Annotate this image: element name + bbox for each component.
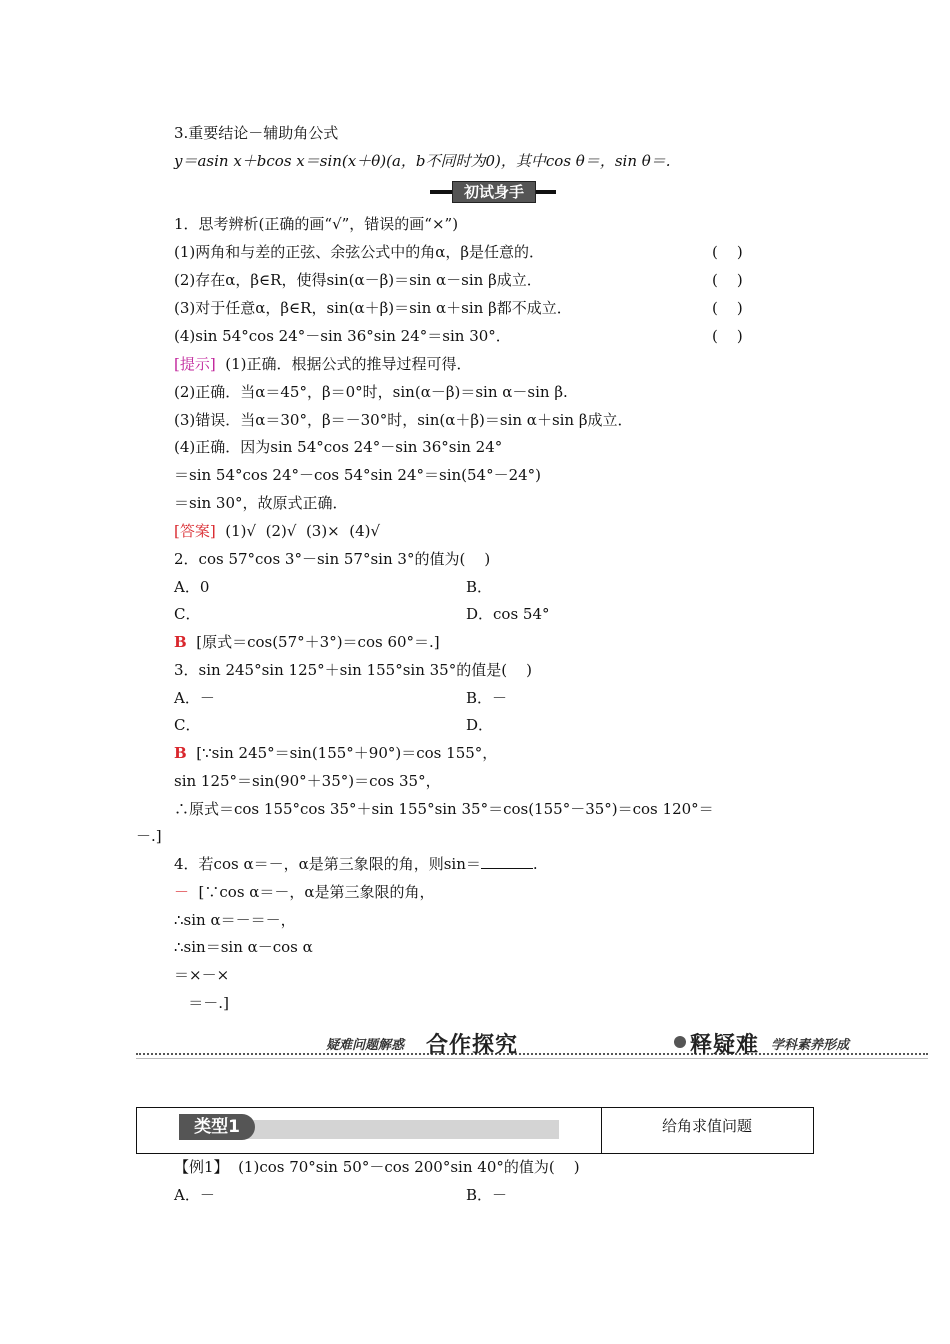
q4-solution-1 bbox=[174, 882, 435, 902]
q3-solution-4: －.] bbox=[136, 827, 162, 845]
type-title: 给角求值问题 bbox=[661, 1117, 752, 1135]
banner-label: 初试身手 bbox=[452, 181, 536, 203]
auxiliary-angle-formula: y＝asin x＋bcos x＝sin(x＋θ)(a，b不同时为0)，其中cos θ＝，sin θ＝. bbox=[174, 152, 671, 170]
section-right-label: 学科素养形成 bbox=[771, 1038, 850, 1053]
q4-solution-3: ∴sin＝sin α－cos α bbox=[174, 938, 313, 956]
q4-solution-4: ＝×－× bbox=[174, 966, 230, 984]
q3-option-b: B．－ bbox=[466, 689, 508, 707]
section-title-b: 释疑难 bbox=[690, 1033, 760, 1058]
q1-answer bbox=[174, 521, 380, 541]
q1-item-3: (3)对于任意α，β∈R，sin(α＋β)＝sin α＋sin β都不成立． bbox=[174, 299, 572, 317]
q3-solution-2: sin 125°＝sin(90°＋35°)＝cos 35°， bbox=[174, 772, 441, 790]
q2-stem: 2．cos 57°cos 3°－sin 57°sin 3°的值为( ) bbox=[174, 550, 491, 568]
q3-option-a: A．－ bbox=[174, 689, 215, 707]
q3-option-d: D． bbox=[466, 716, 494, 734]
q4-key: － bbox=[174, 883, 190, 901]
q1-hint-line-2: (2)正确．当α＝45°，β＝0°时，sin(α－β)＝sin α－sin β. bbox=[174, 383, 568, 401]
q1-hint-line-3: (3)错误．当α＝30°，β＝－30°时，sin(α＋β)＝sin α＋sin β成立． bbox=[174, 411, 633, 429]
q4-solution-2: ∴sin α＝－＝－， bbox=[174, 911, 296, 929]
q1-item-2: (2)存在α，β∈R，使得sin(α－β)＝sin α－sin β成立． bbox=[174, 271, 542, 289]
q1-item-1: (1)两角和与差的正弦、余弦公式中的角α，β是任意的． bbox=[174, 243, 545, 261]
q4-solution-5: ＝－.] bbox=[174, 994, 229, 1012]
q1-hint-line-4: (4)正确．因为sin 54°cos 24°－sin 36°sin 24° bbox=[174, 438, 503, 456]
q1-paren-2: ( ) bbox=[712, 271, 743, 289]
q2-option-b: B． bbox=[466, 578, 493, 596]
q1-hint-line-5: ＝sin 54°cos 24°－cos 54°sin 24°＝sin(54°－24°) bbox=[174, 466, 542, 484]
q2-option-d: D．cos 54° bbox=[466, 605, 550, 623]
q2-option-c: C． bbox=[174, 605, 201, 623]
section-divider bbox=[136, 1028, 928, 1062]
q2-solution-text: [原式＝cos(57°＋3°)＝cos 60°＝.] bbox=[186, 633, 440, 651]
q1-hint-line-1 bbox=[174, 354, 472, 374]
q1-item-4: (4)sin 54°cos 24°－sin 36°sin 24°＝sin 30°． bbox=[174, 327, 511, 345]
q1-paren-3: ( ) bbox=[712, 299, 743, 317]
q4-stem bbox=[174, 854, 538, 874]
example-stem: 【例1】 (1)cos 70°sin 50°－cos 200°sin 40°的值为( ) bbox=[174, 1158, 580, 1176]
q3-stem: 3．sin 245°sin 125°＋sin 155°sin 35°的值是( ) bbox=[174, 661, 532, 679]
q1-stem: 1．思考辨析(正确的画“√”，错误的画“×”) bbox=[174, 215, 459, 233]
q2-solution bbox=[174, 632, 440, 652]
q4-stem-text: 4．若cos α＝－，α是第三象限的角，则sin＝ bbox=[174, 855, 481, 873]
type-tag: 类型1 bbox=[179, 1114, 255, 1140]
q1-hint-line-6: ＝sin 30°，故原式正确． bbox=[174, 494, 348, 512]
q3-option-c: C． bbox=[174, 716, 201, 734]
example-option-b: B．－ bbox=[466, 1186, 508, 1204]
hint-text: (1)正确．根据公式的推导过程可得． bbox=[215, 355, 472, 373]
answer-blank bbox=[481, 854, 533, 869]
q3-solution-text: [∵sin 245°＝sin(155°＋90°)＝cos 155°， bbox=[186, 744, 498, 762]
answer-text: (1)√ (2)√ (3)× (4)√ bbox=[215, 522, 381, 540]
q2-key: B bbox=[174, 633, 187, 651]
arrow-bullet-icon bbox=[674, 1036, 686, 1048]
q1-paren-4: ( ) bbox=[712, 327, 743, 345]
q3-key: B bbox=[174, 744, 187, 762]
practice-banner bbox=[430, 181, 556, 203]
q1-paren-1: ( ) bbox=[712, 243, 743, 261]
q4-solution-text: [∵cos α＝－，α是第三象限的角， bbox=[189, 883, 435, 901]
section-heading: 3.重要结论－辅助角公式 bbox=[174, 124, 339, 142]
type-table bbox=[136, 1107, 814, 1154]
section-title-a: 合作探究 bbox=[426, 1033, 519, 1058]
hint-label: [提示] bbox=[174, 355, 216, 373]
dotted-rule bbox=[136, 1053, 928, 1055]
thin-rule bbox=[136, 1058, 928, 1059]
section-left-label: 疑难问题解惑 bbox=[326, 1038, 405, 1053]
q2-option-a: A．0 bbox=[174, 578, 210, 596]
answer-label: [答案] bbox=[174, 522, 216, 540]
q3-solution-3: ∴原式＝cos 155°cos 35°＋sin 155°sin 35°＝cos(155°－35°)＝cos 120°＝ bbox=[174, 800, 714, 818]
q3-solution-1 bbox=[174, 743, 497, 763]
example-option-a: A．－ bbox=[174, 1186, 215, 1204]
q4-stem-end: . bbox=[532, 855, 538, 873]
